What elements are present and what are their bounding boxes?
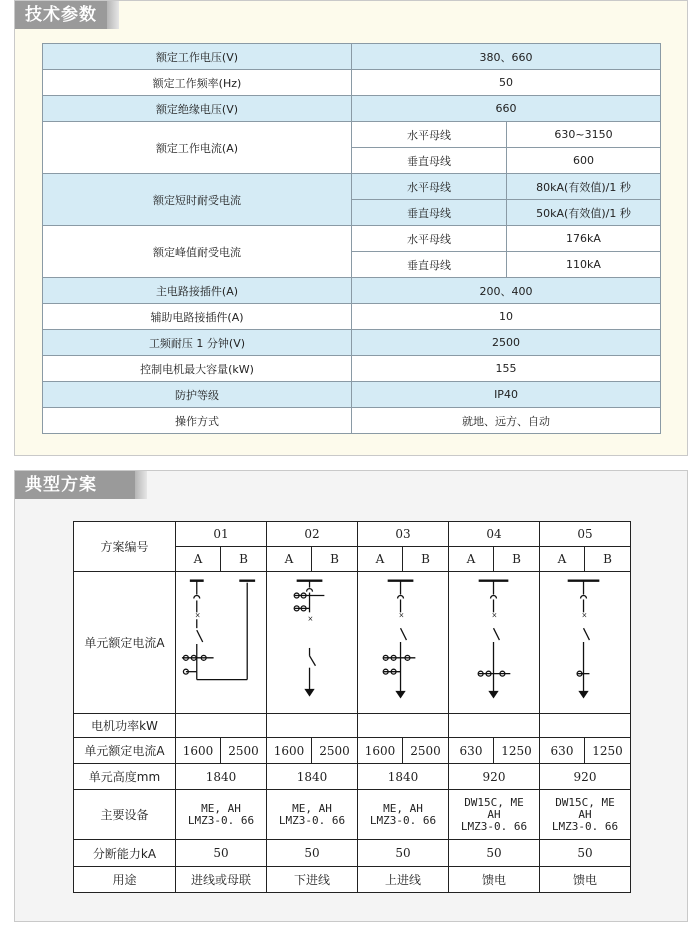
sub-col-a: A: [540, 547, 585, 572]
sub-col-b: B: [494, 547, 540, 572]
param-sub-label: 垂直母线: [352, 200, 507, 226]
table-row: [43, 304, 661, 330]
unit-height-value: 1840: [358, 764, 449, 790]
main-equipment-value: [176, 790, 267, 840]
title-bar-tail: [135, 471, 147, 499]
unit-height-value: 1840: [267, 764, 358, 790]
unit-height-value: 1840: [176, 764, 267, 790]
svg-text:×: ×: [398, 611, 405, 620]
scheme-01-diagram: [176, 572, 267, 714]
breaking-capacity-value: 50: [540, 840, 631, 867]
usage-value: 下进线: [267, 867, 358, 893]
unit-current-value: 2500: [403, 738, 449, 764]
equipment-line: ME, AH: [201, 801, 241, 815]
unit-current-value: 2500: [312, 738, 358, 764]
sub-col-b: B: [312, 547, 358, 572]
svg-text:×: ×: [194, 611, 201, 620]
equipment-line: LMZ3-0. 66: [551, 819, 619, 833]
equipment-line: LMZ3-0. 66: [460, 819, 528, 833]
sub-col-b: B: [403, 547, 449, 572]
breaking-capacity-value: 50: [358, 840, 449, 867]
diagram-row-label: 单元额定电流A: [74, 572, 176, 714]
scheme-number-header: 方案编号: [74, 522, 176, 572]
param-value: 110kA: [507, 252, 661, 278]
scheme-number: 05: [540, 522, 631, 547]
typical-scheme-title: 典型方案: [15, 471, 135, 499]
equipment-line: ME, AH: [383, 801, 423, 815]
param-value: 10: [352, 304, 661, 330]
param-value: 380、660: [352, 44, 661, 70]
main-equipment-value: [358, 790, 449, 840]
table-row: [74, 764, 631, 790]
equipment-line: AH: [578, 807, 592, 821]
breaking-capacity-value: 50: [267, 840, 358, 867]
table-row: [74, 790, 631, 840]
sub-col-b: B: [221, 547, 267, 572]
param-label: 防护等级: [43, 382, 352, 408]
equipment-line: LMZ3-0. 66: [278, 813, 346, 827]
param-sub-label: 水平母线: [352, 226, 507, 252]
param-label: 额定绝缘电压(V): [43, 96, 352, 122]
param-label: 额定峰值耐受电流: [43, 226, 352, 278]
usage-value: 馈电: [449, 867, 540, 893]
table-row: [74, 840, 631, 867]
circuit-diagram-01: [176, 572, 266, 713]
table-row: [43, 330, 661, 356]
circuit-diagram-03: [358, 572, 448, 713]
breaking-capacity-value: 50: [176, 840, 267, 867]
unit-current-value: 2500: [221, 738, 267, 764]
main-equipment-label: 主要设备: [74, 790, 176, 840]
param-value: 2500: [352, 330, 661, 356]
scheme-03-diagram: [358, 572, 449, 714]
svg-text:×: ×: [581, 611, 588, 620]
unit-current-value: 1600: [358, 738, 403, 764]
unit-height-value: 920: [540, 764, 631, 790]
param-label: 额定工作电压(V): [43, 44, 352, 70]
sub-col-a: A: [358, 547, 403, 572]
unit-current-value: 1250: [585, 738, 631, 764]
param-sub-label: 水平母线: [352, 174, 507, 200]
param-value: 630~3150: [507, 122, 661, 148]
equipment-line: DW15C, ME: [555, 795, 615, 809]
param-value: IP40: [352, 382, 661, 408]
motor-power-value: [267, 714, 358, 738]
usage-value: 上进线: [358, 867, 449, 893]
circuit-diagram-04: [449, 572, 539, 713]
table-row: [43, 408, 661, 434]
motor-power-value: [540, 714, 631, 738]
title-bar-tail: [107, 1, 119, 29]
param-label: 额定工作电流(A): [43, 122, 352, 174]
equipment-line: AH: [487, 807, 501, 821]
table-row: [74, 522, 631, 547]
typical-scheme-panel: [14, 470, 688, 922]
svg-text:×: ×: [307, 615, 314, 624]
motor-power-value: [449, 714, 540, 738]
tech-params-panel: [14, 0, 688, 456]
param-sub-label: 水平母线: [352, 122, 507, 148]
main-equipment-value: [540, 790, 631, 840]
scheme-05-diagram: [540, 572, 631, 714]
main-equipment-value: [267, 790, 358, 840]
param-label: 辅助电路接插件(A): [43, 304, 352, 330]
param-value: 50kA(有效值)/1 秒: [507, 200, 661, 226]
unit-height-label: 单元高度mm: [74, 764, 176, 790]
tech-params-title: 技术参数: [15, 1, 107, 29]
scheme-04-diagram: [449, 572, 540, 714]
unit-current-value: 630: [540, 738, 585, 764]
usage-value: 进线或母联: [176, 867, 267, 893]
sub-col-a: A: [449, 547, 494, 572]
table-row: [74, 714, 631, 738]
motor-power-value: [358, 714, 449, 738]
scheme-number: 03: [358, 522, 449, 547]
table-row: [74, 572, 631, 714]
scheme-number: 04: [449, 522, 540, 547]
table-row: [43, 174, 661, 200]
param-label: 额定短时耐受电流: [43, 174, 352, 226]
breaking-capacity-value: 50: [449, 840, 540, 867]
table-row: [43, 122, 661, 148]
table-row: [74, 867, 631, 893]
param-value: 176kA: [507, 226, 661, 252]
param-label: 操作方式: [43, 408, 352, 434]
motor-power-label: 电机功率kW: [74, 714, 176, 738]
param-value: 就地、远方、自动: [352, 408, 661, 434]
svg-text:×: ×: [491, 611, 498, 620]
param-label: 主电路接插件(A): [43, 278, 352, 304]
table-row: [74, 738, 631, 764]
param-value: 200、400: [352, 278, 661, 304]
param-sub-label: 垂直母线: [352, 252, 507, 278]
unit-current-label: 单元额定电流A: [74, 738, 176, 764]
equipment-line: ME, AH: [292, 801, 332, 815]
param-label: 工频耐压 1 分钟(V): [43, 330, 352, 356]
table-row: [43, 96, 661, 122]
param-value: 80kA(有效值)/1 秒: [507, 174, 661, 200]
unit-current-value: 630: [449, 738, 494, 764]
unit-current-value: 1250: [494, 738, 540, 764]
table-row: [43, 226, 661, 252]
sub-col-a: A: [267, 547, 312, 572]
equipment-line: DW15C, ME: [464, 795, 524, 809]
table-row: [43, 278, 661, 304]
scheme-02-diagram: [267, 572, 358, 714]
unit-height-value: 920: [449, 764, 540, 790]
table-row: [43, 44, 661, 70]
param-value: 600: [507, 148, 661, 174]
equipment-line: LMZ3-0. 66: [187, 813, 255, 827]
param-label: 控制电机最大容量(kW): [43, 356, 352, 382]
unit-current-value: 1600: [176, 738, 221, 764]
scheme-number: 01: [176, 522, 267, 547]
table-row: [43, 356, 661, 382]
circuit-diagram-02: [267, 572, 357, 713]
param-value: 660: [352, 96, 661, 122]
typical-scheme-table: [73, 521, 631, 893]
table-row: [43, 382, 661, 408]
main-equipment-value: [449, 790, 540, 840]
param-label: 额定工作频率(Hz): [43, 70, 352, 96]
scheme-number: 02: [267, 522, 358, 547]
motor-power-value: [176, 714, 267, 738]
breaking-capacity-label: 分断能力kA: [74, 840, 176, 867]
sub-col-a: A: [176, 547, 221, 572]
unit-current-value: 1600: [267, 738, 312, 764]
sub-col-b: B: [585, 547, 631, 572]
usage-value: 馈电: [540, 867, 631, 893]
param-value: 155: [352, 356, 661, 382]
param-sub-label: 垂直母线: [352, 148, 507, 174]
tech-params-table: [42, 43, 661, 434]
usage-label: 用途: [74, 867, 176, 893]
circuit-diagram-05: [540, 572, 630, 713]
equipment-line: LMZ3-0. 66: [369, 813, 437, 827]
table-row: [43, 70, 661, 96]
param-value: 50: [352, 70, 661, 96]
